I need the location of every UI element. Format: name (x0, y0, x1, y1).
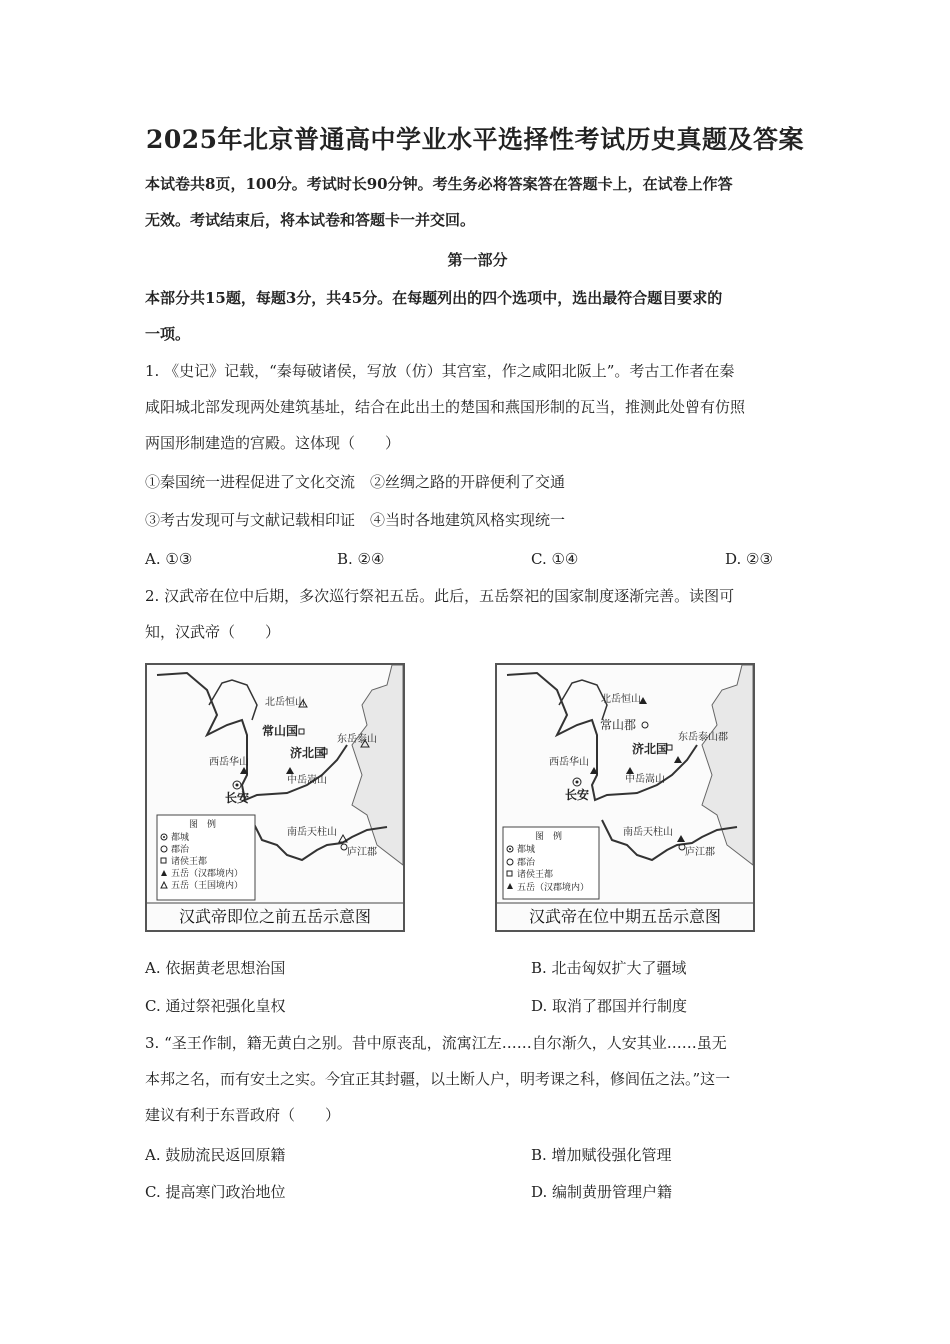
q2-option-d: D. 取消了郡国并行制度 (531, 997, 688, 1015)
q3-option-b: B. 增加赋役强化管理 (531, 1146, 672, 1164)
map-2-svg (497, 665, 753, 930)
q3-line-2: 本邦之名，而有安土之实。今宜正其封疆，以土断人户，明考课之科，修闾伍之法。”这一 (145, 1070, 731, 1088)
q1-line-3: 两国形制建造的宫殿。这体现（ ） (145, 434, 401, 452)
label-state2: 济北国 (632, 742, 669, 756)
label-north-mountain: 北岳恒山 (265, 697, 305, 708)
map-1-caption: 汉武帝即位之前五岳示意图 (178, 907, 372, 926)
q2-option-b: B. 北击匈奴扩大了疆域 (531, 959, 687, 977)
center-mountain-icon (626, 767, 634, 774)
legend-item-5: 五岳（王国境内） (171, 881, 244, 891)
label-south-mountain: 南岳天柱山 (287, 827, 337, 838)
capital-dot-icon (576, 781, 579, 784)
label-state1: 常山国 (262, 724, 299, 738)
label-south-mountain: 南岳天柱山 (623, 827, 673, 838)
map-before-accession (145, 663, 405, 932)
legend-item-2: 郡治 (171, 845, 190, 855)
legend-item-3: 诸侯王都 (171, 857, 208, 867)
label-jun: 庐江郡 (685, 847, 715, 858)
center-mountain-icon (286, 767, 294, 774)
map-1-svg (147, 665, 403, 930)
q1-option-c: C. ①④ (531, 550, 579, 568)
q2-line-1: 2. 汉武帝在位中后期，多次巡行祭祀五岳。此后，五岳祭祀的国家制度逐渐完善。读图可 (145, 587, 735, 605)
document-title: 2025年北京普通高中学业水平选择性考试历史真题及答案 (145, 125, 805, 154)
label-center-mountain: 中岳嵩山 (287, 775, 327, 786)
legend-item-3: 诸侯王都 (517, 870, 554, 880)
sea-shape (702, 665, 753, 865)
part-desc-line-2: 一项。 (145, 325, 191, 343)
legend-item-1: 都城 (171, 833, 190, 843)
q1-line-1: 1. 《史记》记载，“秦每破诸侯，写放（仿）其宫室，作之咸阳北阪上”。考古工作者在秦 (145, 362, 735, 380)
q2-line-2: 知，汉武帝（ ） (145, 623, 281, 641)
legend-item-4: 五岳（汉郡境内） (517, 883, 590, 893)
q3-option-c: C. 提高寒门政治地位 (145, 1183, 286, 1201)
q3-line-3: 建议有利于东晋政府（ ） (145, 1106, 341, 1124)
intro-line-2: 无效。考试结束后，将本试卷和答题卡一并交回。 (145, 211, 476, 229)
label-jun: 庐江郡 (347, 847, 377, 858)
q3-option-d: D. 编制黄册管理户籍 (531, 1183, 673, 1201)
legend-item-1: 都城 (517, 845, 536, 855)
q3-option-a: A. 鼓励流民返回原籍 (145, 1146, 286, 1164)
map-2-caption: 汉武帝在位中期五岳示意图 (528, 907, 722, 926)
label-north-mountain: 北岳恒山 (601, 694, 641, 705)
label-west-mountain: 西岳华山 (549, 757, 589, 768)
legend-item-2: 郡治 (517, 858, 536, 868)
label-east-mountain: 东岳泰山 (337, 734, 377, 745)
q1-option-a: A. ①③ (145, 550, 193, 568)
label-center-mountain: 中岳嵩山 (625, 774, 665, 785)
east-mountain-icon (674, 756, 682, 763)
q2-option-a: A. 依据黄老思想治国 (145, 959, 286, 977)
map-mid-reign (495, 663, 755, 932)
part-heading: 第一部分 (447, 251, 508, 269)
yangtze-river (602, 820, 737, 860)
state1-marker-icon (299, 729, 304, 734)
q1-statement-2: ③考古发现可与文献记载相印证 ④当时各地建筑风格实现统一 (145, 511, 566, 529)
label-state2: 济北国 (290, 746, 327, 760)
capital-dot-icon (236, 784, 239, 787)
q2-option-c: C. 通过祭祀强化皇权 (145, 997, 286, 1015)
legend-title: 图 例 (189, 820, 217, 830)
label-state1: 常山郡 (600, 718, 637, 732)
south-mountain-icon (677, 835, 685, 842)
label-capital: 长安 (565, 788, 590, 802)
q3-line-1: 3. “圣王作制，籍无黄白之别。昔中原丧乱，流寓江左……自尔渐久，人安其业……虽无 (145, 1034, 727, 1052)
label-capital: 长安 (225, 791, 250, 805)
part-desc-line-1: 本部分共15题，每题3分，共45分。在每题列出的四个选项中，选出最符合题目要求的 (145, 289, 723, 307)
label-east-mountain: 东岳泰山郡 (678, 732, 728, 743)
legend-capital-dot-icon (509, 848, 511, 850)
legend-item-4: 五岳（汉郡境内） (171, 869, 244, 879)
sea-shape (352, 665, 403, 865)
label-west-mountain: 西岳华山 (209, 757, 249, 768)
state1-marker-icon (642, 722, 648, 728)
legend-title: 图 例 (535, 832, 563, 842)
q1-statement-1: ①秦国统一进程促进了文化交流 ②丝绸之路的开辟便利了交通 (145, 473, 566, 491)
intro-line-1: 本试卷共8页，100分。考试时长90分钟。考生务必将答案答在答题卡上，在试卷上作答 (145, 175, 733, 193)
legend-capital-dot-icon (163, 836, 165, 838)
yellow-river (507, 673, 697, 800)
q1-line-2: 咸阳城北部发现两处建筑基址，结合在此出土的楚国和燕国形制的瓦当，推测此处曾有仿照 (145, 398, 746, 416)
q1-option-d: D. ②③ (725, 550, 773, 568)
q1-option-b: B. ②④ (337, 550, 385, 568)
